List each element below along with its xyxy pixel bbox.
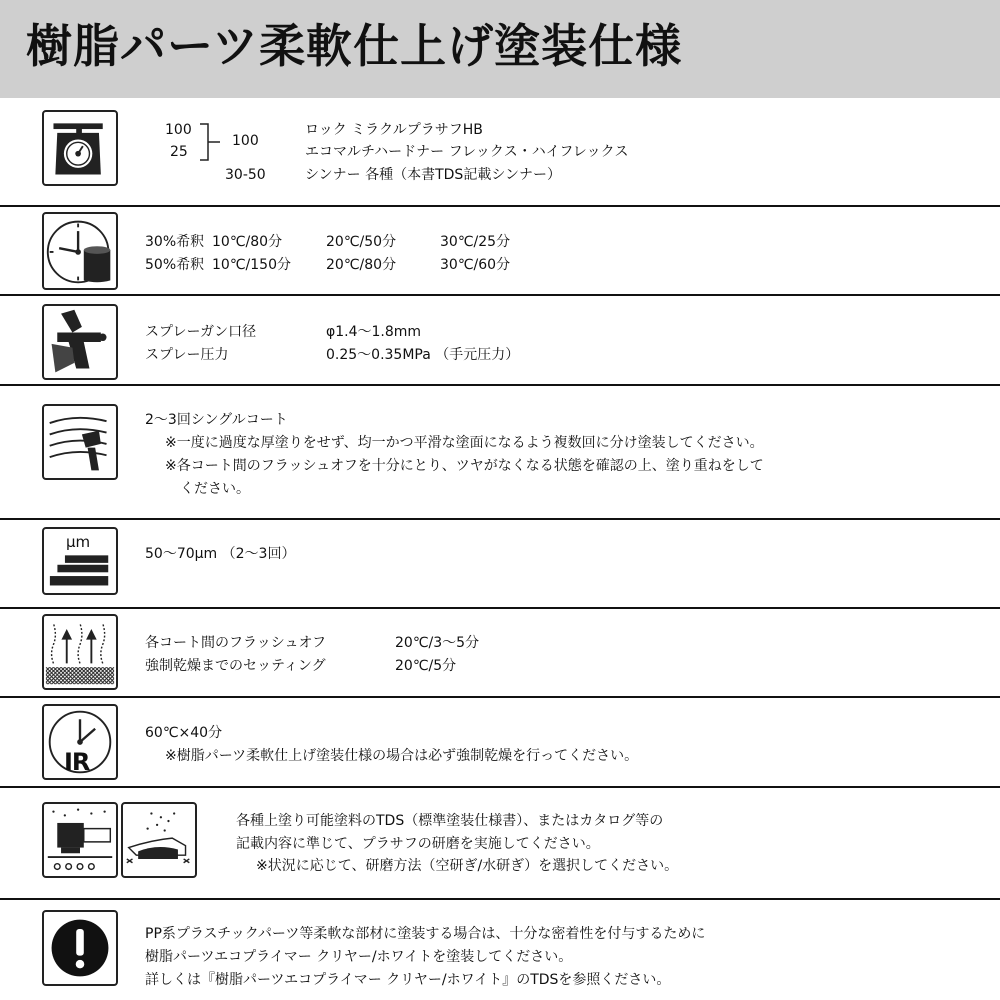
pressure-value: 0.25～0.35MPa （手元圧力） bbox=[326, 347, 520, 363]
notice-line2: 樹脂パーツエコプライマー クリヤー/ホワイトを塗装してください。 bbox=[145, 949, 573, 965]
item-b: エコマルチハードナー フレックス・ハイフレックス bbox=[305, 144, 629, 160]
dry-sanding-icon bbox=[42, 802, 118, 878]
clock-can-icon bbox=[42, 212, 118, 290]
ratio-b: 25 bbox=[170, 144, 188, 160]
flash-label2: 強制乾燥までのセッティング bbox=[145, 658, 326, 674]
ir-icon-label: IR bbox=[64, 748, 90, 776]
coating-icon bbox=[42, 404, 118, 480]
notice-line3: 詳しくは『樹脂パーツエコプライマー クリヤー/ホワイト』のTDSを参照ください。 bbox=[145, 972, 671, 988]
flash-off-icon bbox=[42, 614, 118, 690]
nozzle-label: スプレーガン口径 bbox=[145, 324, 257, 340]
item-thinner: シンナー 各種（本書TDS記載シンナー） bbox=[305, 167, 561, 183]
divider bbox=[0, 898, 1000, 900]
coats-line2: ※一度に過度な厚塗りをせず、均一かつ平滑な塗面になるよう複数回に分け塗装してください。 bbox=[165, 435, 764, 451]
ratio-thinner: 30-50 bbox=[225, 167, 266, 183]
coats-line3: ※各コート間のフラッシュオフを十分にとり、ツヤがなくなる状態を確認の上、塗り重ねをして bbox=[165, 458, 764, 474]
sanding-line3: ※状況に応じて、研磨方法（空研ぎ/水研ぎ）を選択してください。 bbox=[256, 858, 679, 874]
coats-line1: 2～3回シングルコート bbox=[145, 412, 288, 428]
sanding-line2: 記載内容に準じて、プラサフの研磨を実施してください。 bbox=[236, 836, 600, 852]
divider bbox=[0, 384, 1000, 386]
spray-gun-icon bbox=[42, 304, 118, 380]
scale-icon bbox=[42, 110, 118, 186]
notice-line1: PP系プラスチックパーツ等柔軟な部材に塗装する場合は、十分な密着性を付与するために bbox=[145, 926, 706, 942]
divider bbox=[0, 696, 1000, 698]
flash-value2: 20℃/5分 bbox=[395, 658, 457, 674]
potlife-row2-v3: 30℃/60分 bbox=[440, 257, 511, 273]
ratio-a: 100 bbox=[165, 122, 192, 138]
flash-label1: 各コート間のフラッシュオフ bbox=[145, 635, 327, 651]
potlife-row1-v3: 30℃/25分 bbox=[440, 234, 511, 250]
dry-line2: ※樹脂パーツ柔軟仕上げ塗装仕様の場合は必ず強制乾燥を行ってください。 bbox=[165, 748, 639, 764]
thickness-icon-label: μm bbox=[66, 533, 91, 551]
potlife-row2-v2: 20℃/80分 bbox=[326, 257, 397, 273]
wet-sanding-icon bbox=[121, 802, 197, 878]
divider bbox=[0, 518, 1000, 520]
divider bbox=[0, 786, 1000, 788]
ratio-bracket bbox=[198, 122, 222, 162]
nozzle-value: φ1.4～1.8mm bbox=[326, 324, 422, 340]
ratio-sum: 100 bbox=[232, 133, 259, 149]
page-title: 樹脂パーツ柔軟仕上げ塗装仕様 bbox=[26, 19, 683, 73]
coats-line4: ください。 bbox=[180, 481, 250, 497]
divider bbox=[0, 294, 1000, 296]
ir-dryer-icon bbox=[42, 704, 118, 780]
notice-icon bbox=[42, 910, 118, 986]
potlife-row1-v1: 10℃/80分 bbox=[212, 234, 283, 250]
sanding-line1: 各種上塗り可能塗料のTDS（標準塗装仕様書）、またはカタログ等の bbox=[236, 813, 664, 829]
potlife-row2-v1: 10℃/150分 bbox=[212, 257, 291, 273]
potlife-row1-label: 30%希釈 bbox=[145, 234, 205, 250]
divider bbox=[0, 607, 1000, 609]
potlife-row1-v2: 20℃/50分 bbox=[326, 234, 397, 250]
divider bbox=[0, 205, 1000, 207]
item-a: ロック ミラクルプラサフHB bbox=[305, 122, 483, 138]
flash-value1: 20℃/3～5分 bbox=[395, 635, 480, 651]
pressure-label: スプレー圧力 bbox=[145, 347, 229, 363]
potlife-row2-label: 50%希釈 bbox=[145, 257, 205, 273]
dry-line1: 60℃×40分 bbox=[145, 725, 223, 741]
thickness-value: 50～70μm （2～3回） bbox=[145, 546, 296, 562]
page-header bbox=[0, 0, 1000, 98]
thickness-icon bbox=[42, 527, 118, 595]
